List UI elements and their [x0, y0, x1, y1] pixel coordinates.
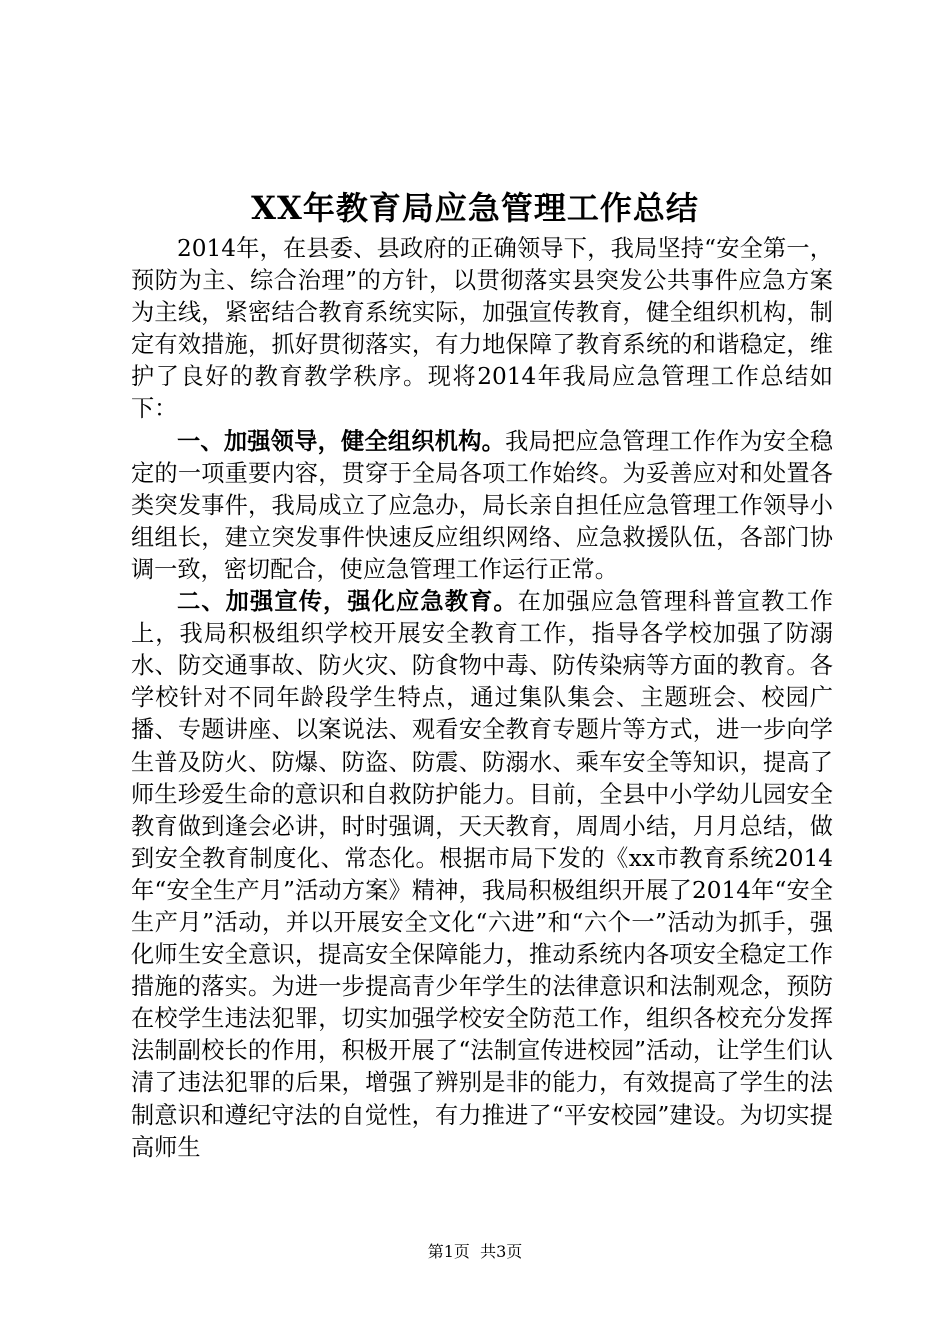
document-body [131, 233, 833, 1164]
page-total: 共3页 [480, 1242, 523, 1261]
paragraph-intro [131, 233, 833, 426]
paragraph-text: 在加强应急管理科普宣教工作上，我局积极组织学校开展安全教育工作，指导各学校加强了防溺水、防交通事故、防火灾、防食物中毒、防传染病等方面的教育。各学校针对不同年龄段学生特点，通过集队集会、主题班会、校园广播、专题讲座、以案说法、观看安全教育专题片等方式，进一步向学生普及防火、防爆、防盗、防震、防溺水、乘车安全等知识，提高了师生珍爱生命的意识和自救防护能力。目前，全县中小学幼儿园安全教育做到逢会必讲，时时强调，天天教育，周周小结，月月总结，做到安全教育制度化、常态化。根据市局下发的《xx市教育系统2014年“安全生产月”活动方案》精神，我局积极组织开展了2014年“安全生产月”活动，并以开展安全文化“六进”和“六个一”活动为抓手，强化师生安全意识，提高安全保障能力，推动系统内各项安全稳定工作措施的落实。为进一步提高青少年学生的法律意识和法制观念，预防在校学生违法犯罪，切实加强学校安全防范工作，组织各校充分发挥法制副校长的作用，积极开展了“法制宣传进校园”活动，让学生们认清了违法犯罪的后果，增强了辨别是非的能力，有效提高了学生的法制意识和遵纪守法的自觉性，有力推进了“平安校园”建设。为切实提高师生 [131, 588, 834, 1161]
paragraph-text: 2014年，在县委、县政府的正确领导下，我局坚持“安全第一，预防为主、综合治理”的方针，以贯彻落实县突发公共事件应急方案为主线，紧密结合教育系统实际，加强宣传教育，健全组织机构，制定有效措施，抓好贯彻落实，有力地保障了教育系统的和谐稳定，维护了良好的教育教学秩序。现将2014年我局应急管理工作总结如下： [131, 235, 833, 423]
paragraph-heading: 一、加强领导，健全组织机构。 [177, 427, 506, 455]
paragraph-section-2 [131, 586, 833, 1164]
document-title: XX年教育局应急管理工作总结 [251, 189, 699, 227]
paragraph-text: 我局把应急管理工作作为安全稳定的一项重要内容，贯穿于全局各项工作始终。为妥善应对和处置各类突发事件，我局成立了应急办，局长亲自担任应急管理工作领导小组组长，建立突发事件快速反应组织网络、应急救援队伍，各部门协调一致，密切配合，使应急管理工作运行正常。 [131, 427, 833, 583]
page-footer [0, 1241, 950, 1263]
paragraph-section-1 [131, 426, 833, 586]
page-number: 第1页 [427, 1242, 470, 1261]
paragraph-heading: 二、加强宣传，强化应急教育。 [177, 588, 518, 616]
